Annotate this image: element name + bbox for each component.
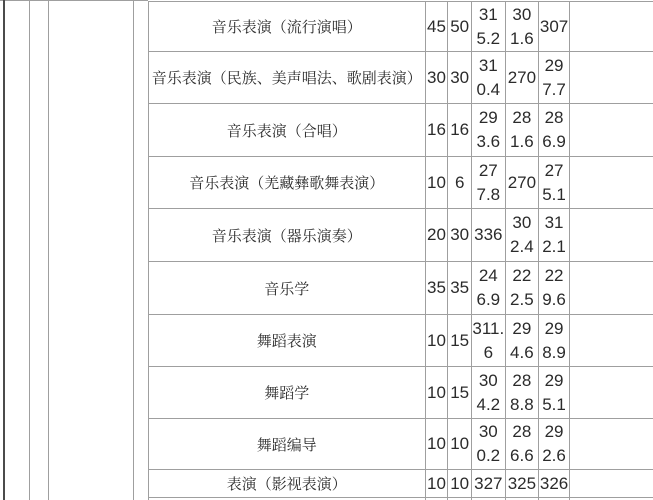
value-cell-1: 10 — [425, 367, 448, 419]
value-cell-2: 50 — [448, 2, 472, 52]
value-cell-1: 10 — [425, 419, 448, 470]
program-name-cell: 舞蹈学 — [149, 367, 426, 419]
table-row — [149, 209, 653, 262]
left-column-gridline-3 — [133, 0, 134, 500]
empty-cell — [569, 315, 653, 367]
admission-scores-table — [148, 1, 653, 500]
program-name-cell: 音乐表演（合唱） — [149, 104, 426, 157]
value-cell-5: 297.7 — [539, 52, 570, 104]
value-cell-5: 275.1 — [539, 157, 570, 209]
value-cell-1: 30 — [425, 52, 448, 104]
value-cell-4: 294.6 — [505, 315, 539, 367]
value-cell-1: 10 — [425, 157, 448, 209]
table-row — [149, 104, 653, 157]
value-cell-3: 327 — [472, 470, 506, 498]
value-cell-3: 315.2 — [472, 2, 506, 52]
table-row — [149, 419, 653, 470]
value-cell-5: 229.6 — [539, 262, 570, 315]
value-cell-2: 15 — [448, 315, 472, 367]
value-cell-4: 270 — [505, 52, 539, 104]
empty-cell — [569, 262, 653, 315]
table-row — [149, 157, 653, 209]
value-cell-2: 6 — [448, 157, 472, 209]
value-cell-3: 310.4 — [472, 52, 506, 104]
value-cell-4: 286.6 — [505, 419, 539, 470]
table-top-gridline — [0, 0, 148, 1]
value-cell-5: 286.9 — [539, 104, 570, 157]
value-cell-5: 298.9 — [539, 315, 570, 367]
program-name-cell: 表演（影视表演） — [149, 470, 426, 498]
value-cell-2: 16 — [448, 104, 472, 157]
program-name-cell: 音乐表演（器乐演奏） — [149, 209, 426, 262]
program-name-cell: 音乐表演（民族、美声唱法、歌剧表演） — [149, 52, 426, 104]
value-cell-4: 288.8 — [505, 367, 539, 419]
table-row — [149, 367, 653, 419]
value-cell-1: 45 — [425, 2, 448, 52]
value-cell-5: 295.1 — [539, 367, 570, 419]
left-column-gridline-1 — [29, 0, 30, 500]
value-cell-1: 35 — [425, 262, 448, 315]
value-cell-2: 30 — [448, 209, 472, 262]
program-name-cell: 音乐表演（流行演唱） — [149, 2, 426, 52]
table-row — [149, 470, 653, 498]
value-cell-3: 300.2 — [472, 419, 506, 470]
left-column-gridline-2 — [48, 0, 49, 500]
value-cell-4: 281.6 — [505, 104, 539, 157]
value-cell-3: 246.9 — [472, 262, 506, 315]
table-row — [149, 52, 653, 104]
program-name-cell: 音乐表演（羌藏彝歌舞表演） — [149, 157, 426, 209]
value-cell-3: 304.2 — [472, 367, 506, 419]
empty-cell — [569, 419, 653, 470]
value-cell-2: 15 — [448, 367, 472, 419]
empty-cell — [569, 367, 653, 419]
value-cell-1: 10 — [425, 470, 448, 498]
table-row — [149, 315, 653, 367]
value-cell-5: 326 — [539, 470, 570, 498]
value-cell-3: 336 — [472, 209, 506, 262]
table-left-dark-border — [3, 0, 5, 500]
value-cell-2: 10 — [448, 470, 472, 498]
value-cell-4: 325 — [505, 470, 539, 498]
value-cell-4: 301.6 — [505, 2, 539, 52]
empty-cell — [569, 2, 653, 52]
value-cell-2: 35 — [448, 262, 472, 315]
value-cell-5: 307 — [539, 2, 570, 52]
value-cell-3: 293.6 — [472, 104, 506, 157]
value-cell-5: 312.1 — [539, 209, 570, 262]
value-cell-1: 16 — [425, 104, 448, 157]
value-cell-5: 292.6 — [539, 419, 570, 470]
empty-cell — [569, 209, 653, 262]
table-row — [149, 2, 653, 52]
table-row — [149, 262, 653, 315]
program-name-cell: 舞蹈表演 — [149, 315, 426, 367]
empty-cell — [569, 104, 653, 157]
value-cell-3: 311.6 — [472, 315, 506, 367]
value-cell-3: 277.8 — [472, 157, 506, 209]
program-name-cell: 舞蹈编导 — [149, 419, 426, 470]
value-cell-2: 30 — [448, 52, 472, 104]
value-cell-2: 10 — [448, 419, 472, 470]
empty-cell — [569, 470, 653, 498]
value-cell-1: 10 — [425, 315, 448, 367]
value-cell-4: 270 — [505, 157, 539, 209]
value-cell-1: 20 — [425, 209, 448, 262]
value-cell-4: 222.5 — [505, 262, 539, 315]
empty-cell — [569, 52, 653, 104]
empty-cell — [569, 157, 653, 209]
value-cell-4: 302.4 — [505, 209, 539, 262]
program-name-cell: 音乐学 — [149, 262, 426, 315]
